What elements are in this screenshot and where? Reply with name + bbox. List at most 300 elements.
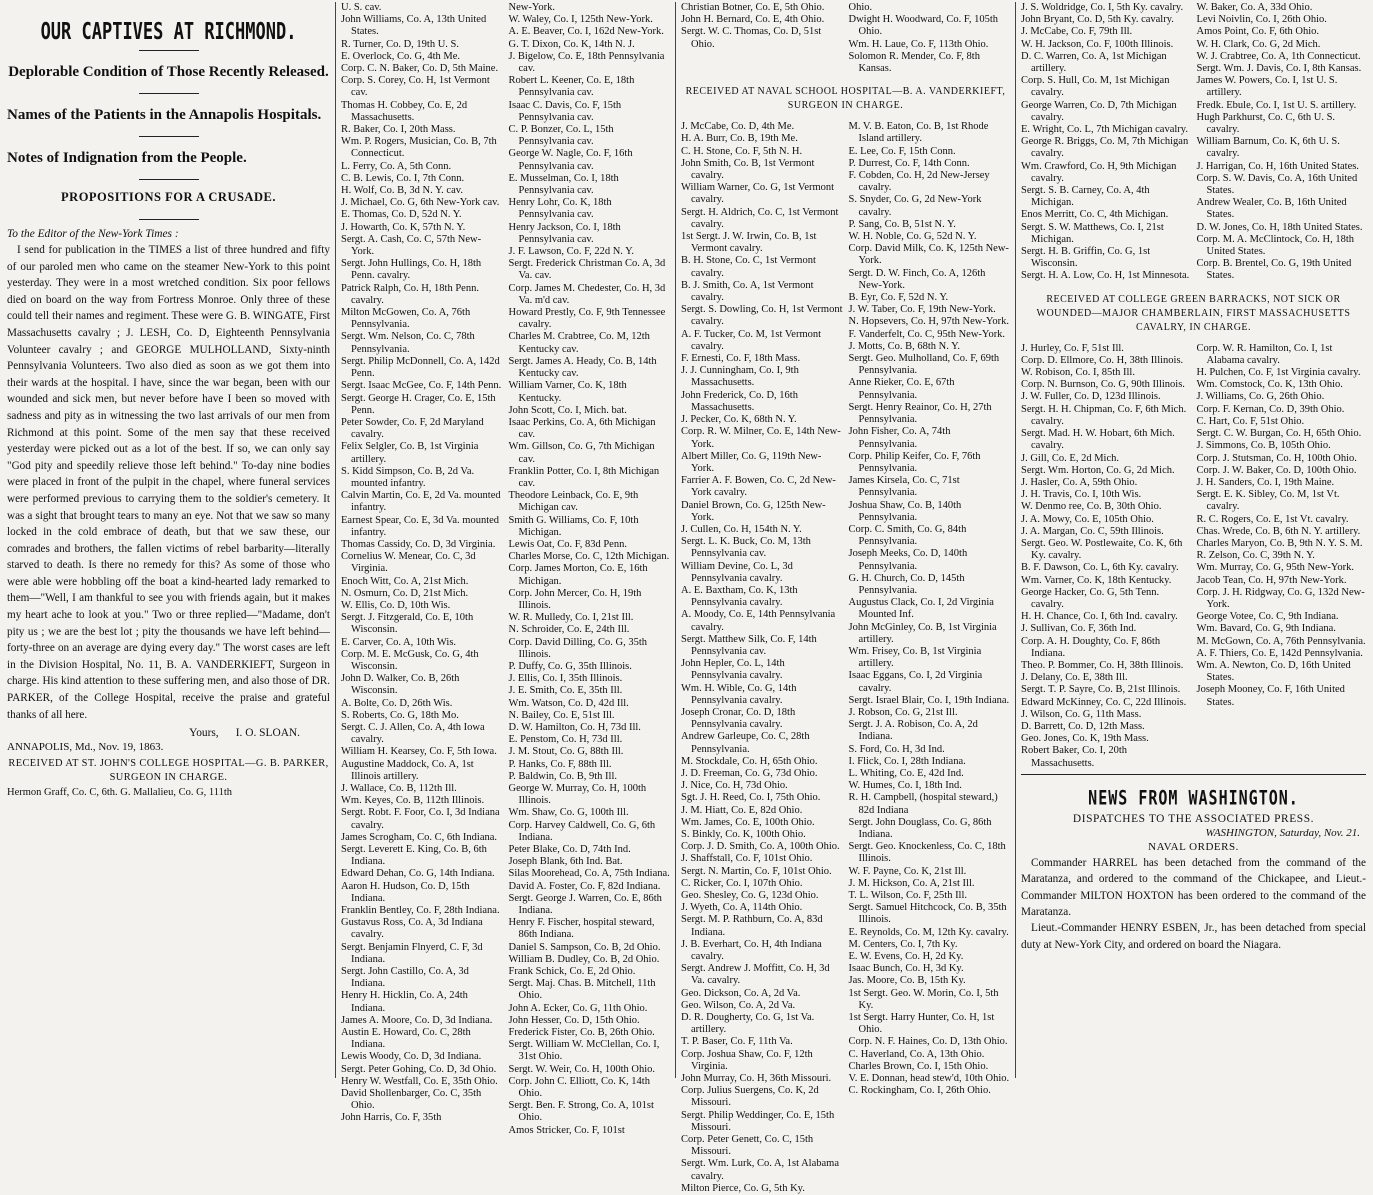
list-item: Levi Noivlin, Co. I, 26th Ohio. bbox=[1196, 14, 1327, 26]
list-item: Frank Schick, Co. E, 2d Ohio. bbox=[508, 966, 636, 978]
list-item: P. Baldwin, Co. B, 9th Ill. bbox=[508, 770, 618, 782]
list-item: Sergt. W. C. Thomas, Co. D, 51st Ohio. bbox=[681, 26, 822, 50]
list-item: Peter Sowder, Co. F, 2d Maryland cavalry. bbox=[341, 416, 484, 441]
list-item: Corp. W. R. Hamilton, Co. I, 1st Alabama cavalry. bbox=[1196, 342, 1333, 366]
list-item: Sergt. H. B. Griffin, Co. G, 1st Wisconsin. bbox=[1021, 246, 1151, 270]
list-item: N. Schroider, Co. E, 24th Ill. bbox=[508, 624, 630, 636]
list-item: Peter Blake, Co. D, 74th Ind. bbox=[508, 844, 631, 856]
list-item: Austin E. Howard, Co. C, 28th Indiana. bbox=[341, 1027, 471, 1051]
list-item: Sergt. J. A. Robison, Co. A, 2d Indiana. bbox=[848, 719, 978, 743]
list-item: Wm. H. Wible, Co. G, 14th Pennsylvania cavalry. bbox=[681, 682, 797, 706]
name-list-left bbox=[341, 2, 503, 1137]
list-item: Henry W. Westfall, Co. E, 35th Ohio. bbox=[341, 1075, 498, 1087]
list-item: M. Stockdale, Co. H, 65th Ohio. bbox=[681, 755, 818, 767]
list-item: B. F. Dawson, Co. L, 6th Ky. cavalry. bbox=[1021, 562, 1179, 574]
list-item: Robert Baker, Co. I, 20th Massachusetts. bbox=[1021, 745, 1128, 769]
list-item: Sergt. H. A. Low, Co. H, 1st Minnesota. bbox=[1021, 270, 1190, 282]
list-item: D. C. Warren, Co. A, 1st Michigan artillery. bbox=[1021, 50, 1167, 75]
list-item: A. Moody, Co. E, 14th Pennsylvania cavalry. bbox=[681, 609, 836, 633]
list-item: Corp. S. Corey, Co. H, 1st Vermont cav. bbox=[341, 75, 490, 99]
list-item: W. H. Clark, Co. G, 2d Mich. bbox=[1196, 38, 1321, 50]
list-item: Daniel S. Sampson, Co. B, 2d Ohio. bbox=[508, 941, 661, 953]
list-item: Charles Maryon, Co. B, 9th N. Y. S. M. bbox=[1196, 537, 1363, 549]
list-item: George W. Murray, Co. H, 100th Illinois. bbox=[508, 783, 647, 807]
list-item: William Barnum, Co. K, 6th U. S. cavalry. bbox=[1196, 136, 1340, 160]
list-item: T. L. Wilson, Co. F, 25th Ill. bbox=[848, 890, 968, 902]
list-item: D. Barrett, Co. D, 12th Mass. bbox=[1021, 720, 1145, 732]
list-item: Sergt. C. W. Burgan, Co. H, 65th Ohio. bbox=[1196, 428, 1362, 440]
list-item: Wm. Bavard, Co. G, 9th Indiana. bbox=[1196, 623, 1336, 635]
list-item: H. H. Chance, Co. I, 6th Ind. cavalry. bbox=[1021, 611, 1178, 623]
list-item: B. J. Smith, Co. A, 1st Vermont cavalry. bbox=[681, 279, 814, 304]
list-item: Sergt. Wm. Lurk, Co. A, 1st Alabama cavalry. bbox=[681, 1158, 839, 1182]
list-item: B. H. Stone, Co. C, 1st Vermont cavalry. bbox=[681, 255, 816, 279]
divider bbox=[139, 179, 199, 180]
list-item: Daniel Brown, Co. G, 125th New-York. bbox=[681, 499, 826, 523]
list-item: Sergt. J. Fitzgerald, Co. E, 10th Wisconsin. bbox=[341, 612, 474, 636]
list-item: John A. Ecker, Co. G, 11th Ohio. bbox=[508, 1002, 648, 1014]
list-item: Corp. A. H. Doughty, Co. F, 86th Indiana. bbox=[1021, 635, 1161, 659]
list-item: Chas. Wrede, Co. B, 6th N. Y. artillery. bbox=[1196, 525, 1361, 537]
list-item: Sergt. S. Dowling, Co. H, 1st Vermont cavalry. bbox=[681, 304, 843, 328]
name-list-pair bbox=[341, 2, 670, 1137]
list-item: Fredk. Ebule, Co. I, 1st U. S. artillery. bbox=[1196, 99, 1357, 111]
list-item: Patrick Ralph, Co. H, 18th Penn. cavalry. bbox=[341, 282, 479, 306]
list-item: E. W. Evens, Co. H, 2d Ky. bbox=[848, 951, 964, 963]
list-item: A. E. Beaver, Co. I, 162d New-York. bbox=[508, 26, 664, 38]
letter-dateline: ANNAPOLIS, Md., Nov. 19, 1863. bbox=[7, 741, 164, 754]
name-list-right bbox=[1197, 343, 1367, 770]
name-list-right bbox=[509, 2, 671, 1137]
list-item: Corp. James M. Chedester, Co. H, 3d Va. m'd cav. bbox=[508, 282, 666, 306]
list-item: V. E. Donnan, head stew'd, 10th Ohio. bbox=[848, 1073, 1010, 1085]
list-item: Sergt. James A. Heady, Co. B, 14th Kentucky cav. bbox=[508, 355, 657, 380]
list-item: J. W. Fuller, Co. D, 123d Illinois. bbox=[1021, 391, 1161, 403]
list-item: J. Sullivan, Co. F, 36th Ind. bbox=[1021, 623, 1137, 635]
list-item: Corp. Julius Suergens, Co. K, 2d Missouri. bbox=[681, 1085, 819, 1109]
list-item: Sergt. Geo. W. Postlewaite, Co. K, 6th Ky. cavalry. bbox=[1021, 537, 1183, 562]
section-heading-college-green: RECEIVED AT COLLEGE GREEN BARRACKS, NOT SICK OR WOUNDED—MAJOR CHAMBERLAIN, FIRST MASSACHUSETTS CAVALRY, IN CHARGE. bbox=[1036, 293, 1351, 333]
list-item: J. Nice, Co. H, 73d Ohio. bbox=[681, 780, 788, 792]
list-item: A. E. Baxtham, Co. K, 13th Pennsylvania cavalry. bbox=[681, 584, 798, 609]
list-item: D. W. Hamilton, Co. H, 73d Ill. bbox=[508, 721, 641, 733]
list-item: M. Centers, Co. I, 7th Ky. bbox=[848, 938, 958, 950]
list-item: Aaron H. Hudson, Co. D, 15th Indiana. bbox=[341, 880, 470, 904]
list-item: Charles Morse, Co. C, 12th Michigan. bbox=[508, 551, 670, 563]
list-item: J. Williams, Co. G, 26th Ohio. bbox=[1196, 391, 1325, 403]
list-item: Sergt. E. K. Sibley, Co. M, 1st Vt. cavalry. bbox=[1196, 489, 1340, 513]
list-item: Wm. Varner, Co. K, 18th Kentucky. bbox=[1021, 574, 1172, 586]
list-item: R. Zelson, Co. C, 39th N. Y. bbox=[1196, 550, 1315, 562]
list-item: P. Hanks, Co. F, 88th Ill. bbox=[508, 758, 612, 770]
list-item: W. Humes, Co. I, 18th Ind. bbox=[848, 780, 962, 792]
list-item: P. Duffy, Co. G, 35th Illinois. bbox=[508, 660, 632, 672]
list-item: Thomas H. Cobbey, Co. E, 2d Massachusetts. bbox=[341, 99, 468, 123]
list-item: Charles M. Crabtree, Co. M, 12th Kentucky cav. bbox=[508, 331, 650, 355]
list-item: Sergt. H. Aldrich, Co. C, 1st Vermont cavalry. bbox=[681, 206, 839, 230]
list-item: Corp. David Milk, Co. K, 125th New-York. bbox=[848, 243, 1009, 267]
list-item: Edward Dehan, Co. G, 14th Indiana. bbox=[341, 868, 495, 880]
list-item: J. Motts, Co. B, 68th N. Y. bbox=[848, 340, 960, 352]
list-item: William Warner, Co. G, 1st Vermont cavalry. bbox=[681, 182, 835, 206]
list-item: Sergt. Benjamin Flnyerd, C. F, 3d Indiana. bbox=[341, 941, 483, 965]
list-item: Henry Jackson, Co. I, 18th Pennsylvania cav. bbox=[508, 221, 621, 245]
list-item: Corp. J. Stutsman, Co. H, 100th Ohio. bbox=[1196, 452, 1357, 464]
news-headline: NEWS FROM WASHINGTON. bbox=[1088, 786, 1299, 810]
list-item: J. Harrigan, Co. H, 16th United States. bbox=[1196, 160, 1359, 172]
list-item: J. Robson, Co. G, 21st Ill. bbox=[848, 706, 958, 718]
list-item: James A. Moore, Co. D, 3d Indiana. bbox=[341, 1014, 493, 1026]
list-item: 1st Sergt. J. W. Irwin, Co. B, 1st Vermont cavalry. bbox=[681, 231, 817, 255]
list-item: J. McCabe, Co. D, 4th Me. bbox=[681, 121, 795, 133]
list-item: Henry F. Fischer, hospital steward, 86th Indiana. bbox=[508, 917, 655, 941]
list-item: Sergt. Wm. Horton, Co. G, 2d Mich. bbox=[1021, 464, 1175, 476]
list-item: Sergt. Philip McDonnell, Co. A, 142d Penn. bbox=[341, 355, 500, 380]
list-item: James W. Powers, Co. I, 1st U. S. artillery. bbox=[1196, 75, 1338, 99]
list-item: Calvin Martin, Co. E, 2d Va. mounted infantry. bbox=[341, 490, 501, 514]
list-item: Corp. Peter Genett, Co. C, 15th Missouri. bbox=[681, 1134, 814, 1158]
divider bbox=[139, 136, 199, 137]
list-item: Corp. J. D. Smith, Co. A, 100th Ohio. bbox=[681, 841, 840, 853]
list-item: W. H. Jackson, Co. F, 100th Illinois. bbox=[1021, 38, 1174, 50]
name-list-pair-top bbox=[681, 2, 1010, 75]
list-item: F. Ernesti, Co. F, 18th Mass. bbox=[681, 353, 801, 365]
list-item: Wm. Keyes, Co. B, 112th Illinois. bbox=[341, 795, 485, 807]
list-item: Hugh Parkhurst, Co. C, 6th U. S. cavalry. bbox=[1196, 111, 1336, 136]
list-item: Sergt. Geo. Mulholland, Co. F, 69th Pennsylvania. bbox=[848, 353, 1000, 377]
letter-paragraph: I send for publication in the TIMES a list of three hundred and fifty of our paroled men who came on the steamer New-York to this point yesterday. They were in a most wretched condition. Six poor fellows died on board on the way from Fortress Monroe. Only three of these could tell their names and regiment. These were G. B. WINGATE, First Massachusetts cavalry ; J. LESH, Co. D, Eighteenth Pennsylvania Volunteer cavalry ; and GEORGE MULHOLLAND, Sixty-ninth Pennsylvania Volunteers. Two also died as soon as we got them into their wards at the hospital. I have, since the war began, been with our wounded and sick men, but never before have I been so moved with sadness and pity as in witnessing the two last arrivals of our men from Richmond at this point. Some of the men say that these received yesterday were picked out as a lot of the best. If so, we can only say "God pity and speedily relieve those left behind." To-day nine bodies were placed in front of the pulpit in the chapel, where funeral services were performed previous to carrying them to the soldier's cemetery. It was a sight that brought tears to many an eye. Not that we saw so many locked in the cold embrace of death, but that we saw these, our comrades and brothers, the fallen victims of rebel barbarity—literally starved to death. Is there no remedy for this? As some of those who were able were hobbling off the boat a kind-hearted lady remarked to them—"Well, I am thankful to see you with friends again, but it makes my heart ache to look at you." Two or three replied—"Madame, don't pity us ; we are the best lot ; pity the thousands we have left behind—forty-three on an average are dying every day." The worst cases are left in the Division Hospital, No. 11, B. A. VANDERKIEFT, Surgeon in charge. His kind attention to these suffering men, and also those of DR. PARKER, of the College Hospital, receive the praise and grateful thanks of all here. bbox=[7, 244, 330, 721]
list-item: Sergt. John Hullings, Co. H, 18th Penn. cavalry. bbox=[341, 258, 482, 282]
list-item: J. E. Smith, Co. E, 35th Ill. bbox=[508, 685, 623, 697]
list-item: J. S. Woldridge, Co. I, 5th Ky. cavalry. bbox=[1021, 2, 1184, 13]
list-item: J. D. Freeman, Co. G, 73d Ohio. bbox=[681, 767, 818, 779]
list-item: Geo. Wilson, Co. A, 2d Va. bbox=[681, 999, 796, 1011]
list-item: P. Durrest, Co. F, 14th Conn. bbox=[848, 157, 970, 169]
list-item: Cornelius W. Menear, Co. C, 3d Virginia. bbox=[341, 551, 476, 575]
dispatch-dateline: WASHINGTON, Saturday, Nov. 21. bbox=[1205, 826, 1360, 839]
list-item: Sergt. L. K. Buck, Co. M, 13th Pennsylvania cav. bbox=[681, 536, 811, 560]
main-headline: OUR CAPTIVES AT RICHMOND. bbox=[40, 18, 297, 46]
letter-signature: I. O. SLOAN. bbox=[235, 727, 300, 740]
list-item: Sergt. S. B. Carney, Co. A, 4th Michigan. bbox=[1021, 185, 1150, 209]
list-item: J. J. Cunningham, Co. I, 9th Massachusetts. bbox=[681, 365, 799, 389]
list-item: W. Denmo ree, Co. B, 30th Ohio. bbox=[1021, 501, 1162, 513]
list-item: Henry H. Hicklin, Co. A, 24th Indiana. bbox=[341, 990, 468, 1014]
list-item: J. M. Stout, Co. G, 88th Ill. bbox=[508, 746, 624, 758]
list-item: J. M. Hiatt, Co. E, 82d Ohio. bbox=[681, 804, 803, 816]
list-item: Sergt. Wm. J. Davis, Co. I, 8th Kansas. bbox=[1196, 63, 1362, 75]
list-item: J. Hasler, Co. A, 59th Ohio. bbox=[1021, 476, 1138, 488]
list-item: John H. Bernard, Co. E, 4th Ohio. bbox=[681, 14, 825, 26]
list-item: Wm. Shaw, Co. G, 100th Ill. bbox=[508, 807, 629, 819]
name-list-left bbox=[1021, 2, 1191, 283]
list-item: Joshua Shaw, Co. B, 140th Pennsylvania. bbox=[848, 499, 962, 523]
list-item: William Varner, Co. K, 18th Kentucky. bbox=[508, 380, 627, 404]
list-item: Augustine Maddock, Co. A, 1st Illinois artillery. bbox=[341, 758, 474, 782]
list-item: Isaac C. Davis, Co. F, 15th Pennsylvania cav. bbox=[508, 99, 622, 123]
list-item: William H. Kearsey, Co. F, 5th Iowa. bbox=[341, 746, 497, 758]
list-item: George Warren, Co. D, 7th Michigan cavalry. bbox=[1021, 99, 1177, 123]
list-item: Sergt. Samuel Hitchcock, Co. B, 35th Illinois. bbox=[848, 902, 1007, 926]
list-item: Lewis Woody, Co. D, 3d Indiana. bbox=[341, 1051, 482, 1063]
name-list-left bbox=[681, 121, 843, 1195]
list-item: New-York. bbox=[508, 2, 555, 13]
list-item: J. Delany, Co. E, 38th Ill. bbox=[1021, 672, 1128, 684]
list-item: E. Thomas, Co. D, 52d N. Y. bbox=[341, 209, 462, 221]
list-item: Joseph Mooney, Co. F, 16th United States. bbox=[1196, 684, 1345, 708]
letter-salutation: To the Editor of the New-York Times : bbox=[7, 228, 179, 240]
list-item: Sergt. George H. Crager, Co. E, 15th Penn. bbox=[341, 392, 496, 416]
list-item: J. Michael, Co. G, 6th New-York cav. bbox=[341, 197, 500, 209]
column-3 bbox=[676, 2, 1016, 1194]
list-item: Milton McGowen, Co. A, 76th Pennsylvania. bbox=[341, 307, 471, 331]
list-item: E. Wright, Co. L, 7th Michigan cavalry. bbox=[1021, 124, 1188, 136]
list-item: Amos Point, Co. F, 6th Ohio. bbox=[1196, 26, 1320, 38]
list-item: I. Flick, Co. I, 28th Indiana. bbox=[848, 755, 966, 767]
list-item: J. Bigelow, Co. E, 18th Pennsylvania cav. bbox=[508, 50, 665, 75]
list-item: Jas. Moore, Co. B, 15th Ky. bbox=[848, 975, 966, 987]
list-item: John Smith, Co. B, 1st Vermont cavalry. bbox=[681, 157, 815, 182]
list-item: E. Musselman, Co. I, 18th Pennsylvania cav. bbox=[508, 172, 619, 197]
list-item: W. F. Payne, Co. K, 21st Ill. bbox=[848, 865, 967, 877]
list-item: Sergt. John Castillo, Co. A, 3d Indiana. bbox=[341, 966, 469, 990]
list-item: W. R. Mulledy, Co. I, 21st Ill. bbox=[508, 612, 634, 624]
list-item: Corp. D. Ellmore, Co. H, 38th Illinois. bbox=[1021, 354, 1184, 366]
list-item: Sergt. Peter Gohing, Co. D, 3d Ohio. bbox=[341, 1063, 497, 1075]
list-item: John Hepler, Co. L, 14th Pennsylvania cavalry. bbox=[681, 658, 785, 682]
name-list-pair-top bbox=[1021, 2, 1366, 283]
list-item: Sergt. S. W. Matthews, Co. I, 21st Michigan. bbox=[1021, 221, 1164, 245]
list-item: D. W. Jones, Co. H, 18th United States. bbox=[1196, 221, 1363, 233]
list-item: John Frederick, Co. D, 16th Massachusetts. bbox=[681, 389, 798, 413]
list-item: W. J. Crabtree, Co. A, 1th Connecticut. bbox=[1196, 50, 1361, 62]
list-item: 1st Sergt. Geo. W. Morin, Co. I, 5th Ky. bbox=[848, 987, 999, 1011]
list-item: Corp. Joshua Shaw, Co. F, 12th Virginia. bbox=[681, 1048, 813, 1072]
list-item: Corp. B. Brentel, Co. G, 19th United States. bbox=[1196, 258, 1352, 282]
column-4 bbox=[1016, 2, 1371, 1078]
list-item: J. H. Sanders, Co. I, 19th Maine. bbox=[1196, 476, 1335, 488]
list-item: Felix Selgler, Co. B, 1st Virginia artillery. bbox=[341, 441, 479, 465]
dispatch-body bbox=[1021, 855, 1366, 953]
list-item: Wm. Watson, Co. D, 42d Ill. bbox=[508, 697, 629, 709]
list-item: Corp. F. Kernan, Co. D, 39th Ohio. bbox=[1196, 403, 1345, 415]
subheadline-2: Names of the Patients in the Annapolis Hospitals. bbox=[7, 107, 322, 123]
name-list-left bbox=[681, 2, 843, 75]
list-item: Sergt. W. Weir, Co. H, 100th Ohio. bbox=[508, 1063, 656, 1075]
list-item: E. Reynolds, Co. M, 12th Ky. cavalry. bbox=[848, 926, 1009, 938]
list-item: Sergt. Leverett E. King, Co. B, 6th Indiana. bbox=[341, 844, 487, 868]
list-item: Corp. John C. Elliott, Co. K, 14th Ohio. bbox=[508, 1075, 650, 1100]
list-item: W. Ellis, Co. D, 10th Wis. bbox=[341, 599, 451, 611]
list-item: Ohio. bbox=[848, 2, 873, 13]
list-item: U. S. cav. bbox=[341, 2, 382, 13]
list-item: Theo. P. Bommer, Co. H, 38th Illinois. bbox=[1021, 659, 1184, 671]
list-item: Edward McKinney, Co. C, 22d Illinois. bbox=[1021, 696, 1187, 708]
list-item: J. W. Taber, Co. F, 19th New-York. bbox=[848, 304, 996, 316]
list-item: Corp. Philip Keifer, Co. F, 76th Pennsylvania. bbox=[848, 450, 981, 474]
list-item: Corp. S. Hull, Co. M, 1st Michigan cavalry. bbox=[1021, 75, 1170, 99]
list-item: Corp. James Morton, Co. E, 16th Michigan. bbox=[508, 563, 648, 587]
list-item: H. Pulchen, Co. F, 1st Virginia cavalry. bbox=[1196, 367, 1361, 379]
list-item: George R. Briggs, Co. M, 7th Michigan cavalry. bbox=[1021, 136, 1189, 160]
list-item: Corp. N. Burnson, Co. G, 90th Illinois. bbox=[1021, 379, 1185, 391]
list-item: J. Hurley, Co. F, 51st Ill. bbox=[1021, 342, 1124, 354]
name-list-right bbox=[849, 121, 1011, 1195]
column-1 bbox=[2, 2, 336, 1078]
list-item: Anne Rieker, Co. E, 67th Pennsylvania. bbox=[848, 377, 955, 401]
list-item: Earnest Spear, Co. E, 3d Va. mounted infantry. bbox=[341, 514, 500, 538]
list-item: L. Ferry, Co. A, 5th Conn. bbox=[341, 160, 452, 172]
list-item: Enoch Witt, Co. A, 21st Mich. bbox=[341, 575, 469, 587]
list-item: C. P. Bonzer, Co. L, 15th Pennsylvania cav. bbox=[508, 124, 614, 148]
list-item: George Hacker, Co. G, 5th Tenn. cavalry. bbox=[1021, 586, 1160, 610]
list-item: W. H. Noble, Co. G, 52d N. Y. bbox=[848, 231, 977, 243]
list-item: J. A. Mowy, Co. E, 105th Ohio. bbox=[1021, 513, 1154, 525]
list-item: Sergt. Andrew J. Moffitt, Co. H, 3d Va. cavalry. bbox=[681, 963, 830, 987]
list-item: Wm. James, Co. E, 100th Ohio. bbox=[681, 816, 815, 828]
list-item: Joseph Cronar, Co. D, 18th Pennsylvania cavalry. bbox=[681, 706, 796, 731]
list-item: Geo. Shesley, Co. G, 123d Ohio. bbox=[681, 890, 819, 902]
name-list-left bbox=[1021, 343, 1191, 770]
list-item: J. Shaffstall, Co. F, 101st Ohio. bbox=[681, 853, 813, 865]
list-item: Sergt. Henry Reainor, Co. H, 27th Pennsylvania. bbox=[848, 401, 992, 426]
list-item: Lewis Oat, Co. F, 83d Penn. bbox=[508, 538, 627, 550]
section-heading-naval-school: RECEIVED AT NAVAL SCHOOL HOSPITAL—B. A. VANDERKIEFT, SURGEON IN CHARGE. bbox=[685, 86, 1006, 112]
list-item: Jacob Tean, Co. H, 97th New-York. bbox=[1196, 574, 1347, 586]
list-item: Sergt. Robt. F. Foor, Co. I, 3d Indiana cavalry. bbox=[341, 807, 500, 831]
divider bbox=[139, 219, 199, 220]
list-item: Corp. J. H. Ridgway, Co. G, 132d New-York. bbox=[1196, 586, 1365, 610]
list-item: Sergt. William W. McClellan, Co. I, 31st Ohio. bbox=[508, 1039, 660, 1063]
list-item: H. A. Burr, Co. B, 19th Me. bbox=[681, 133, 798, 145]
list-item: James Scrogham, Co. C, 6th Indiana. bbox=[341, 831, 498, 843]
list-item: Sgt. J. H. Reed, Co. I, 75th Ohio. bbox=[681, 792, 821, 804]
list-item: Sergt. N. Martin, Co. F, 101st Ohio. bbox=[681, 865, 832, 877]
list-item: Franklin Bentley, Co. F, 28th Indiana. bbox=[341, 905, 500, 917]
list-item: C. H. Stone, Co. F, 5th N. H. bbox=[681, 145, 803, 157]
divider bbox=[139, 50, 199, 51]
subheadline-3: Notes of Indignation from the People. bbox=[7, 150, 247, 166]
letter-signoff bbox=[7, 727, 330, 739]
list-item: James Kirsela, Co. C, 71st Pennsylvania. bbox=[848, 475, 960, 499]
list-item: B. Eyr, Co. F, 52d N. Y. bbox=[848, 292, 949, 304]
list-item: Sergt. Israel Blair, Co. I, 19th Indiana. bbox=[848, 694, 1010, 706]
list-item: Sergt. D. W. Finch, Co. A, 126th New-York. bbox=[848, 267, 986, 291]
list-item: Augustus Clack, Co. I, 2d Virginia Mounted Inf. bbox=[848, 597, 994, 621]
list-item: Corp. Harvey Caldwell, Co. G, 6th Indiana. bbox=[508, 819, 656, 843]
list-item: Albert Miller, Co. G, 119th New-York. bbox=[681, 450, 822, 474]
list-item: Howard Prestly, Co. F, 9th Tennessee cavalry. bbox=[508, 307, 666, 331]
column-2 bbox=[336, 2, 676, 1136]
subheadline-1: Deplorable Condition of Those Recently Released. bbox=[8, 64, 329, 80]
list-item: George Votee, Co. C, 9th Indiana. bbox=[1196, 611, 1339, 623]
list-item: C. Hart, Co. F, 51st Ohio. bbox=[1196, 415, 1305, 427]
list-item: Silas Moorehead, Co. A, 75th Indiana. bbox=[508, 868, 670, 880]
list-item: Sergt. Mad. H. W. Hobart, 6th Mich. cavalry. bbox=[1021, 428, 1175, 452]
list-item: E. Penstom, Co. H, 73d Ill. bbox=[508, 734, 623, 746]
list-item: 1st Sergt. Harry Hunter, Co. H, 1st Ohio. bbox=[848, 1012, 995, 1036]
list-item: R. H. Campbell, (hospital steward,) 82d Indiana bbox=[848, 792, 998, 816]
list-item: Smith G. Williams, Co. F, 10th Michigan. bbox=[508, 514, 639, 538]
name-list-right bbox=[1197, 2, 1367, 283]
list-item: Sergt. C. J. Allen, Co. A, 4th Iowa cavalry. bbox=[341, 721, 485, 746]
list-item: Solomon R. Mender, Co. F, 8th Kansas. bbox=[848, 50, 980, 75]
list-item: Sergt. John Douglass, Co. G, 86th Indiana. bbox=[848, 816, 992, 840]
list-item: Corp. S. W. Davis, Co. A, 16th United States. bbox=[1196, 172, 1358, 197]
list-item: Robert L. Keener, Co. E, 18th Pennsylvania cav. bbox=[508, 75, 635, 99]
list-item: M. V. B. Eaton, Co. B, 1st Rhode Island artillery. bbox=[848, 121, 989, 145]
list-item: Isaac Eggans, Co. I, 2d Virginia cavalry. bbox=[848, 670, 983, 694]
dispatch-paragraph-1: Commander HARREL has been detached from the command of the Maratanza, and ordered to the command of the Chickapee, and Lieut.-Commander MILTON HOXTON has been ordered to the command of the Maratanza. bbox=[1021, 856, 1366, 918]
list-item: John Harris, Co. F, 35th bbox=[341, 1112, 442, 1124]
list-item: Farrier A. F. Bowen, Co. C, 2d New-York cavalry. bbox=[681, 475, 836, 499]
list-item: J. Simmons, Co. B, 105th Ohio. bbox=[1196, 440, 1331, 452]
list-item: L. Whiting, Co. E, 42d Ind. bbox=[848, 767, 964, 779]
list-item: Geo. Jones, Co. K, 19th Mass. bbox=[1021, 733, 1149, 745]
list-item: Wm. P. Rogers, Musician, Co. B, 7th Connecticut. bbox=[341, 136, 497, 160]
list-item: Sergt. Wm. Nelson, Co. C, 78th Pennsylvania. bbox=[341, 331, 475, 355]
list-item: Sergt. Geo. Knockenless, Co. C, 18th Illinois. bbox=[848, 841, 1006, 865]
list-item: Sergt. Philip Weddinger, Co. E, 15th Missouri. bbox=[681, 1109, 835, 1133]
list-item: G. T. Dixon, Co. K, 14th N. J. bbox=[508, 38, 635, 50]
list-item: F. Cobden, Co. H, 2d New-Jersey cavalry. bbox=[848, 170, 990, 194]
list-item: George W. Nagle, Co. F, 16th Pennsylvania cav. bbox=[508, 148, 633, 172]
list-item: J. Cullen, Co. H, 154th N. Y. bbox=[681, 523, 802, 535]
list-item: Sergt. Maj. Chas. B. Mitchell, 11th Ohio. bbox=[508, 978, 656, 1002]
list-item: A. F. Thiers, Co. E, 142d Pennsylvania. bbox=[1196, 647, 1363, 659]
list-item: S. Snyder, Co. G, 2d New-York cavalry. bbox=[848, 194, 982, 218]
list-item: Corp. M. A. McClintock, Co. H, 18th United States. bbox=[1196, 233, 1355, 258]
list-item: A. F. Tucker, Co. M, 1st Vermont cavalry. bbox=[681, 328, 822, 352]
list-item: D. R. Dougherty, Co. G, 1st Va. artillery. bbox=[681, 1012, 815, 1036]
list-item: Corp. J. W. Baker, Co. D, 100th Ohio. bbox=[1196, 464, 1357, 476]
list-item: Corp. R. W. Milner, Co. E, 14th New-York. bbox=[681, 426, 841, 450]
list-item: Sergt. George J. Warren, Co. E, 86th Indiana. bbox=[508, 892, 662, 917]
list-item: F. Vanderfelt, Co. C, 95th New-York. bbox=[848, 328, 1006, 340]
list-item: Henry Lohr, Co. K, 18th Pennsylvania cav. bbox=[508, 197, 612, 221]
list-item: Wm. Gillson, Co. G, 7th Michigan cav. bbox=[508, 441, 655, 465]
divider bbox=[139, 93, 199, 94]
list-item: J. Wilson, Co. G, 11th Mass. bbox=[1021, 708, 1142, 720]
list-item: David Shollenbarger, Co. C, 35th Ohio. bbox=[341, 1088, 482, 1112]
list-item: J. F. Lawson, Co. F, 22d N. Y. bbox=[508, 246, 635, 258]
list-item: John Hesser, Co. D, 15th Ohio. bbox=[508, 1014, 640, 1026]
list-item: Sergt. Ben. F. Strong, Co. A, 101st Ohio. bbox=[508, 1100, 654, 1124]
list-item: W. Robison, Co. I, 85th Ill. bbox=[1021, 367, 1135, 379]
name-list-pair bbox=[1021, 343, 1366, 770]
list-item: S. Kidd Simpson, Co. B, 2d Va. mounted infantry. bbox=[341, 465, 475, 489]
list-item: Corp. John Mercer, Co. H, 19th Illinois. bbox=[508, 587, 642, 611]
list-item: Isaac Bunch, Co. H, 3d Ky. bbox=[848, 963, 964, 975]
list-item: John D. Walker, Co. B, 26th Wisconsin. bbox=[341, 673, 460, 697]
list-item: William Devine, Co. L, 3d Pennsylvania cavalry. bbox=[681, 560, 793, 584]
letter-yours: Yours, bbox=[189, 727, 219, 740]
list-item: Amos Stricker, Co. F, 101st bbox=[508, 1124, 625, 1136]
list-item: H. Wolf, Co. B, 3d N. Y. cav. bbox=[341, 185, 463, 197]
list-item: Sergt. Frederick Christman Co. A, 3d Va. cav. bbox=[508, 258, 666, 282]
section-heading-st-johns: RECEIVED AT ST. JOHN'S COLLEGE HOSPITAL—G. B. PARKER, SURGEON IN CHARGE. bbox=[8, 758, 329, 784]
list-item: J. Wyeth, Co. A, 114th Ohio. bbox=[681, 902, 803, 914]
list-item: John McGinley, Co. B, 1st Virginia artillery. bbox=[848, 621, 997, 645]
list-item: Wm. H. Laue, Co. F, 113th Ohio. bbox=[848, 38, 989, 50]
list-item: J. H. Travis, Co. I, 10th Wis. bbox=[1021, 489, 1142, 501]
list-item: John Williams, Co. A, 13th United States. bbox=[341, 14, 487, 38]
list-item: Sergt. M. P. Rathburn, Co. A, 83d Indiana. bbox=[681, 914, 823, 938]
list-item: Sergt. Matthew Silk, Co. F, 14th Pennsylvania cav. bbox=[681, 633, 817, 657]
list-item: Sergt. T. P. Sayre, Co. B, 21st Illinois. bbox=[1021, 684, 1181, 696]
list-item: Wm. Comstock, Co. K, 13th Ohio. bbox=[1196, 379, 1343, 391]
list-item: Sergt. H. H. Chipman, Co. F, 6th Mich. cavalry. bbox=[1021, 403, 1187, 427]
